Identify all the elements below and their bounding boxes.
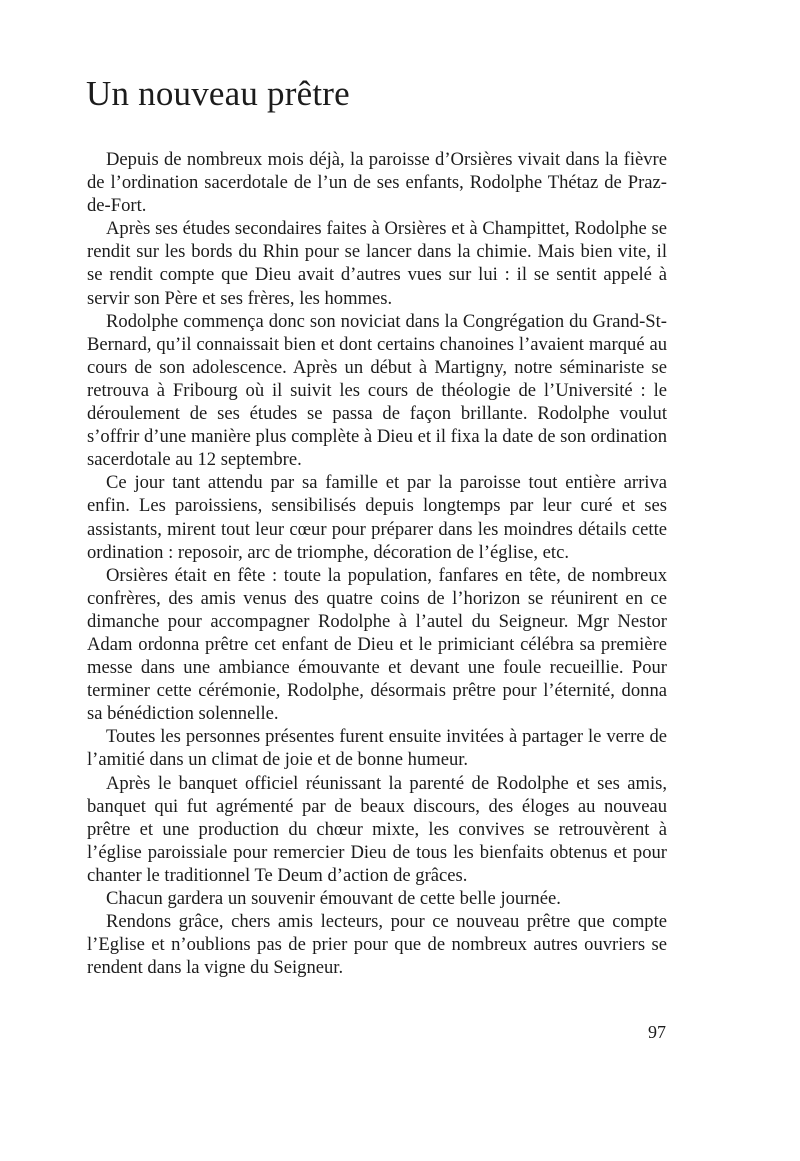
paragraph-1: Depuis de nombreux mois déjà, la paroisse d’Orsières vivait dans la fièvre de l’ordination sacerdotale de l’un de ses enfants, Rodolphe Thétaz de Praz-de-Fort. bbox=[87, 149, 667, 217]
paragraph-9: Rendons grâce, chers amis lecteurs, pour ce nouveau prêtre que compte l’Eglise et n’oublions pas de prier pour que de nombreux autres ouvriers se rendent dans la vigne du Seigneur. bbox=[87, 911, 667, 979]
paragraph-3: Rodolphe commença donc son noviciat dans la Congrégation du Grand-St-Bernard, qu’il connaissait bien et dont certains chanoines l’avaient marqué au cours de son adolescence. Après un début à Martigny, notre séminariste se retrouva à Fribourg où il suivit les cours de théologie de l’Université : le déroulement de ses études se passa de façon brillante. Rodolphe voulut s’offrir d’une manière plus complète à Dieu et il fixa la date de son ordination sacerdotale au 12 septembre. bbox=[87, 310, 668, 471]
paragraph-6: Toutes les personnes présentes furent ensuite invitées à partager le verre de l’amitié dans un climat de joie et de bonne humeur. bbox=[87, 726, 667, 771]
paragraph-8: Chacun gardera un souvenir émouvant de cette belle journée. bbox=[106, 888, 561, 909]
paragraph-4: Ce jour tant attendu par sa famille et par la paroisse tout entière arriva enfin. Les paroissiens, sensibilisés depuis longtemps par leur curé et ses assistants, mirent tout leur cœur pour préparer dans les moindres détails cette ordination : reposoir, arc de triomphe, décoration de l’église, etc. bbox=[87, 472, 667, 563]
paragraph-7: Après le banquet officiel réunissant la parenté de Rodolphe et ses amis, banquet qui fut agrémenté par de beaux discours, des éloges au nouveau prêtre et une production du chœur mixte, les convives se retrouvèrent à l’église paroissiale pour remercier Dieu de tous les bienfaits obtenus et pour chanter le traditionnel Te Deum d’action de grâces. bbox=[87, 772, 667, 886]
article-body bbox=[87, 148, 667, 979]
paragraph-2: Après ses études secondaires faites à Orsières et à Champittet, Rodolphe se rendit sur les bords du Rhin pour se lancer dans la chimie. Mais bien vite, il se rendit compte que Dieu avait d’autres vues sur lui : il se sentit appelé à servir son Père et ses frères, les hommes. bbox=[87, 218, 667, 309]
page-title: Un nouveau prêtre bbox=[86, 74, 350, 113]
paragraph-5: Orsières était en fête : toute la population, fanfares en tête, de nombreux confrères, des amis venus des quatre coins de l’horizon se réunirent en ce dimanche pour accompagner Rodolphe à l’autel du Seigneur. Mgr Nestor Adam ordonna prêtre cet enfant de Dieu et le primiciant célébra sa première messe dans une ambiance émouvante et devant une foule recueillie. Pour terminer cette cérémonie, Rodolphe, désormais prêtre pour l’éternité, donna sa bénédiction solennelle. bbox=[87, 564, 667, 725]
page-number: 97 bbox=[648, 1022, 666, 1042]
